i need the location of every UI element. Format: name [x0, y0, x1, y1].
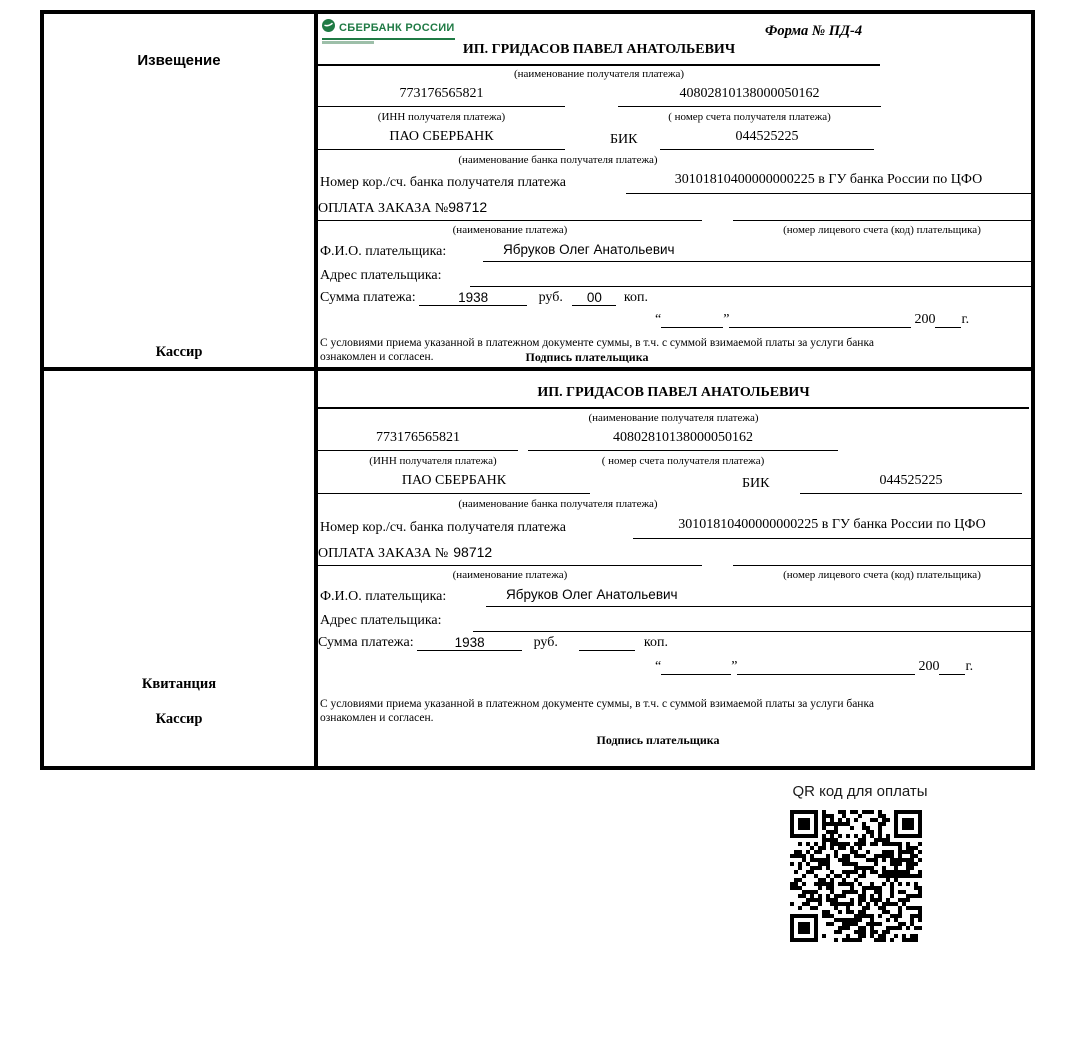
payer-address-field: [470, 266, 1031, 287]
recipient-name-caption: (наименование получателя платежа): [588, 412, 759, 424]
sberbank-emblem-icon: [322, 19, 335, 37]
notice-cashier-label: Кассир: [155, 344, 203, 360]
inn-field: 773176565821: [318, 430, 518, 451]
account-caption: ( номер счета получателя платежа): [601, 455, 765, 467]
sum-kop-field: [579, 635, 635, 651]
rub-label: руб.: [533, 635, 558, 650]
corr-label: Номер кор./сч. банка получателя платежа: [320, 520, 566, 535]
kop-label: коп.: [623, 290, 648, 305]
payer-name-label: Ф.И.О. плательщика:: [320, 244, 447, 259]
payment-name-field: [318, 199, 702, 221]
account-caption: ( номер счета получателя платежа): [668, 111, 831, 123]
recipient-name-caption: (наименование получателя платежа): [513, 68, 685, 80]
rub-label: руб.: [538, 290, 563, 305]
inn-caption: (ИНН получателя платежа): [369, 455, 497, 467]
agreement-text: [320, 697, 985, 726]
sum-label: Сумма платежа:: [318, 635, 414, 650]
recipient-name-field: ИП. ГРИДАСОВ ПАВЕЛ АНАТОЛЬЕВИЧ: [318, 385, 1029, 409]
qr-code: [790, 810, 922, 942]
year-prefix: 200: [914, 312, 936, 327]
sum-label: Сумма платежа:: [320, 290, 416, 305]
bank-caption: (наименование банка получателя платежа): [458, 154, 658, 166]
bik-label: БИК: [610, 132, 638, 147]
agreement-line2: ознакомлен и согласен.: [320, 351, 434, 364]
account-field: 40802810138000050162: [618, 86, 881, 107]
payment-caption: (наименование платежа): [452, 224, 568, 236]
order-number: 98712: [453, 544, 493, 560]
form-number-label: Форма № ПД-4: [765, 23, 863, 39]
payment-name-label: ОПЛАТА ЗАКАЗА №: [318, 546, 449, 561]
receipt-section: [44, 371, 1031, 766]
receipt-title: Квитанция: [141, 676, 217, 692]
payer-address-label: Адрес плательщика:: [320, 613, 442, 628]
payer-address-label: Адрес плательщика:: [320, 268, 442, 283]
personal-account-field: [733, 544, 1031, 566]
sum-rub-field: 1938: [419, 290, 527, 306]
corr-label: Номер кор./сч. банка получателя платежа: [320, 175, 566, 190]
recipient-name-field: ИП. ГРИДАСОВ ПАВЕЛ АНАТОЛЬЕВИЧ: [318, 42, 880, 66]
quote-close: ”: [723, 312, 730, 327]
sberbank-logo: [322, 19, 455, 44]
inn-caption: (ИНН получателя платежа): [377, 111, 506, 123]
payer-address-field: [473, 611, 1031, 632]
notice-body: [318, 14, 1031, 367]
quote-close: ”: [731, 659, 738, 674]
sberbank-logo-text: СБЕРБАНК РОССИИ: [339, 22, 455, 34]
date-day-field: [661, 659, 731, 675]
bik-field: 044525225: [660, 129, 874, 150]
payment-name-label: ОПЛАТА ЗАКАЗА №: [318, 201, 449, 216]
bank-name-field: ПАО СБЕРБАНК: [318, 129, 565, 150]
date-row: [655, 312, 969, 328]
personal-account-caption: (номер лицевого счета (код) плательщика): [783, 569, 981, 581]
signature-label: Подпись плательщика: [525, 350, 649, 365]
payer-name-field: Ябруков Олег Анатольевич: [483, 242, 1031, 262]
agreement-line1: С условиями приема указанной в платежном документе суммы, в т.ч. с суммой взимаемой платы за услуги банка: [320, 698, 874, 710]
corr-field: 30101810400000000225 в ГУ банка России по ЦФО: [626, 172, 1031, 194]
date-month-field: [729, 312, 911, 328]
bik-field: 044525225: [800, 473, 1022, 494]
sum-row: [320, 290, 648, 310]
notice-side-panel: [44, 14, 318, 367]
sum-rub-field: 1938: [417, 635, 522, 651]
agreement-line2: ознакомлен и согласен.: [320, 712, 434, 725]
signature-label: Подпись плательщика: [596, 733, 720, 747]
notice-section: [44, 14, 1031, 371]
corr-field: 30101810400000000225 в ГУ банка России по ЦФО: [633, 517, 1031, 539]
qr-code-label: QR код для оплаты: [792, 783, 928, 800]
account-field: 40802810138000050162: [528, 430, 838, 451]
payer-name-field: Ябруков Олег Анатольевич: [486, 587, 1031, 607]
year-prefix: 200: [918, 659, 940, 674]
bik-label: БИК: [742, 476, 770, 491]
personal-account-caption: (номер лицевого счета (код) плательщика): [783, 224, 981, 236]
agreement-line1: С условиями приема указанной в платежном документе суммы, в т.ч. с суммой взимаемой платы за услуги банка: [320, 337, 874, 349]
payment-name-field: [318, 544, 702, 566]
year-suffix: г.: [961, 312, 970, 327]
bank-caption: (наименование банка получателя платежа): [458, 498, 658, 510]
quote-open: “: [655, 659, 662, 674]
agreement-text: [320, 336, 985, 365]
bank-name-field: ПАО СБЕРБАНК: [318, 473, 590, 494]
date-year-field: [939, 659, 965, 675]
order-number: 98712: [448, 199, 488, 215]
sum-row: [318, 635, 668, 655]
date-row: [655, 659, 973, 675]
receipt-body: [318, 371, 1031, 766]
payer-name-label: Ф.И.О. плательщика:: [320, 589, 447, 604]
sum-kop-field: 00: [572, 290, 616, 306]
notice-title: Извещение: [137, 52, 221, 69]
year-suffix: г.: [965, 659, 974, 674]
quote-open: “: [655, 312, 662, 327]
personal-account-field: [733, 199, 1031, 221]
pd4-form: [40, 10, 1035, 770]
receipt-side-panel: [44, 371, 318, 766]
date-day-field: [661, 312, 723, 328]
inn-field: 773176565821: [318, 86, 565, 107]
date-year-field: [935, 312, 961, 328]
date-month-field: [737, 659, 915, 675]
kop-label: коп.: [643, 635, 668, 650]
receipt-cashier-label: Кассир: [155, 711, 203, 727]
payment-caption: (наименование платежа): [452, 569, 568, 581]
